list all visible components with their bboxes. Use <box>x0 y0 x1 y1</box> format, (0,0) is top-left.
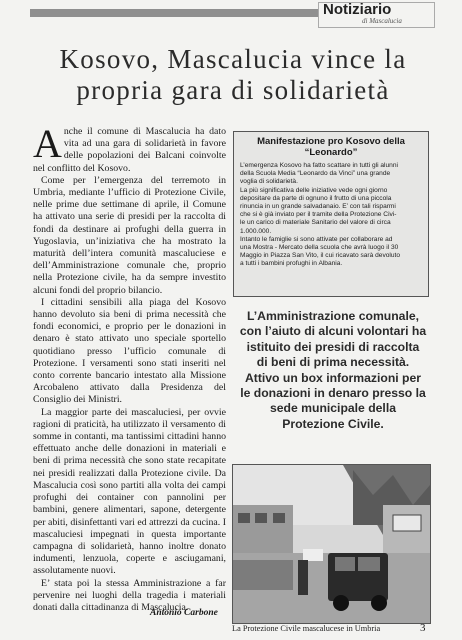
callout-text: L’Amministrazione comunale, con l’aiuto di alcuni volontari ha istituito dei presidi di raccolta di beni di prima necessità. Attivo un box informazioni per le donazioni in denaro presso la sede municipale della Protezione Civile. <box>239 309 427 431</box>
photo-caption: La Protezione Civile mascalucese in Umbria <box>232 624 381 633</box>
page-number: 3 <box>420 622 426 634</box>
article-author: Antonio Carbone <box>150 608 218 618</box>
article-paragraph: I cittadini sensibili alla piaga del Kosovo hanno devoluto sia beni di prima necessità che fondi economici, e proprio per le donazioni in denaro è stato attivato uno speciale sportello quotidiano presso l’ufficio comunale di Protezione. I versamenti sono stati inseriti nel conto corrente bancario intestato alla Missione Arcobaleno attivato dalla Presidenza del Consiglio dei Ministri. <box>33 296 226 406</box>
article-paragraph: La maggior parte dei mascaluciesi, per ovvie ragioni di praticità, ha utilizzato il versamento di somme in contanti, ma tantissimi cittadini hanno effettuato anche delle donazioni in materiali e beni di prima necessità che sono state recapitate nei presidi realizzati dalla Protezione civile. Da Mascalucia così sono partiti alla volta dei campi profughi dei container con pannolini per bambini, genere alimentari, sapone, detergente per abiti, disinfettanti vari ed attrezzi da cucina. I mascaluciesi impegnati in questa importante campagna di solidarietà, hanno inoltre donato indumenti, lenzuola, coperte e asciugamani, assolutamente nuovi. <box>33 406 226 577</box>
article-paragraph: Come per l’emergenza del terremoto in Umbria, mediante l’ufficio di Protezione Civile, nelle prime due settimane di aprile, il Comune ha attivato una serie di presidi per la raccolta di fondi da destinare ai profughi della guerra in Yugoslavia, un’iniziativa che ha mostrato la maturità dell’intera comunità mascaluciese e dell’Amministrazione comunale che, proprio nella Protezione civile, ha da sempre investito alcuni fondi del proprio bilancio. <box>33 174 226 296</box>
sidebar-box-title: Manifestazione pro Kosovo della “Leonardo” <box>257 136 405 158</box>
article-body <box>33 121 226 614</box>
header-rule <box>30 9 320 17</box>
newsletter-title: Notiziario <box>323 1 392 18</box>
drop-cap: A <box>33 121 62 166</box>
newsletter-subtitle: di Mascalucia <box>362 17 402 25</box>
article-photo <box>232 464 431 624</box>
sidebar-box <box>233 131 429 297</box>
sidebar-box-body: L’emergenza Kosovo ha fatto scattare in tutti gli alunni della Scuola Media “Leonardo da Vinci” una grande voglia di solidarietà. La più significativa delle iniziative vede ogni giorno depositare da parte di ognuno il frutto di una piccola rinuncia in un grande salvadanaio. E’ con tali risparmi che si è già inviato per il tramite della Protezione Civi- le un carico di materiale Sanitario del valore di circa 1.000.000. Intanto le famiglie si sono attivate per collaborare ad una Mostra - Mercato della scuola che avrà luogo il 30 Maggio in Piazza San Vito, il cui ricavato sarà devoluto a tutti i bambini profughi in Albania. <box>240 162 401 268</box>
article-paragraph: E’ stata poi la stessa Amministrazione a far pervenire nei luoghi della tragedia i materiali donati dalla cittadinanza di Mascalucia. <box>33 577 226 613</box>
article-headline: Kosovo, Mascalucia vince la propria gara di solidarietà <box>59 44 407 105</box>
photo-illustration <box>233 465 430 623</box>
article-paragraph: Anche il comune di Mascalucia ha dato vita ad una gara di solidarietà in favore delle popolazioni dei Balcani coinvolte nel conflitto del Kosovo. <box>33 121 226 174</box>
